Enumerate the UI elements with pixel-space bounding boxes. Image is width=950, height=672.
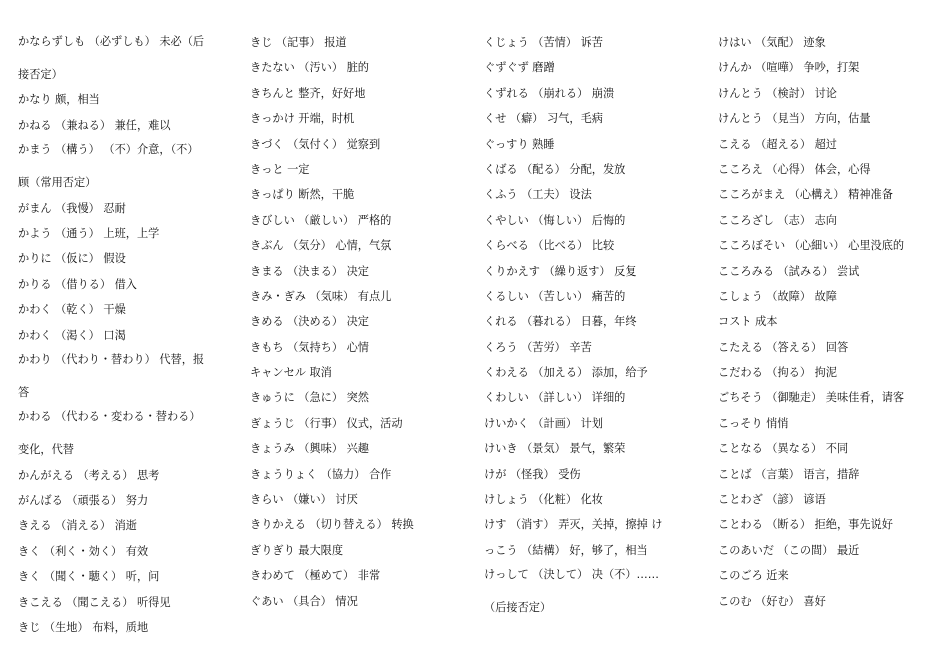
vocab-entry-line: こえる （超える） 超过 [718,137,837,151]
vocab-entry-line: くるしい （苦しい） 痛苦的 [484,289,626,303]
vocab-entry-line: こころえ （心得） 体会，心得 [718,162,871,176]
vocab-entry-line: きもち （気持ち） 心情 [250,340,369,354]
vocab-entry-line: きゅうに （急に） 突然 [250,391,369,405]
vocab-entry-line: こころがまえ （心構え） 精神准备 [718,188,893,202]
column-4 [718,30,944,614]
vocab-entry-line: くやしい （悔しい） 后悔的 [484,213,626,227]
vocab-entry-line: くずれる （崩れる） 崩溃 [484,86,615,100]
vocab-entry-line: かまう （構う） （不）介意，（不） [18,143,199,157]
vocab-entry-line: ことわる （断る） 拒绝，事先说好 [718,518,893,532]
vocab-entry-line: けっして （決して） 决（不）…… [484,568,659,582]
vocab-entry-line: くらべる （比べる） 比较 [484,239,615,253]
vocab-entry-line: このむ （好む） 喜好 [718,594,826,608]
vocab-entry-line: ことなる （異なる） 不同 [718,442,849,456]
vocab-entry-line: くじょう （苦情） 诉苦 [484,36,603,49]
vocab-entry-line: きちんと 整齐，好好地 [250,86,366,100]
vocab-entry-line: かわく （渇く） 口渴 [18,328,126,342]
vocab-entry-line: くりかえす （繰り返す） 反复 [484,264,637,278]
vocab-entry-line: 变化，代替 [18,443,74,457]
vocab-entry-line: きじ （生地） 布料，质地 [18,621,149,635]
vocab-entry-line: （后接否定） [484,601,552,615]
vocab-entry-line: けんか （喧嘩） 争吵，打架 [718,61,860,75]
vocab-entry-line: きじ （記事） 报道 [250,36,347,49]
vocab-entry-line: けんとう （見当） 方向，估量 [718,112,871,126]
vocab-entry-line: かわる （代わる・変わる・替わる） [18,410,201,424]
vocab-entry-line: ことば （言葉） 语言，措辞 [718,467,860,481]
vocab-entry-line: きみ・ぎみ （気味） 有点儿 [250,289,392,303]
vocab-entry-line: きっかけ 开端，时机 [250,112,355,126]
vocab-entry-line: ごちそう （御馳走） 美味佳肴，请客 [718,391,905,405]
vocab-entry-line: けしょう （化粧） 化妆 [484,493,603,507]
vocab-entry-line: かりる （借りる） 借入 [18,277,137,291]
vocab-entry-line: こたえる （答える） 回答 [718,340,849,354]
column-2 [250,30,472,614]
vocab-entry-line: きめる （決める） 决定 [250,315,369,329]
vocab-entry-line: きょうみ （興味） 兴趣 [250,442,369,456]
vocab-entry-line: こころざし （志） 志向 [718,213,837,227]
vocab-entry-line: ぎょうじ （行事） 仪式，活动 [250,416,403,430]
vocab-entry-line: かんがえる （考える） 思考 [18,468,160,482]
vocab-entry-line: かねる （兼ねる） 兼任，难以 [18,118,171,132]
vocab-entry-line: きりかえる （切り替える） 转换 [250,518,414,532]
vocab-entry-line: 接否定） [18,68,63,81]
vocab-entry-line: けんとう （検討） 讨论 [718,86,837,100]
vocab-entry-line: けす （消す） 弄灭，关掉，擦掉 け [484,518,663,532]
vocab-entry-line: ことわざ （諺） 谚语 [718,493,826,507]
vocab-entry-line: ぐっすり 熟睡 [484,137,555,151]
vocab-entry-line: かなり 颇，相当 [18,93,100,107]
vocab-entry-line: こっそり 悄悄 [718,416,789,430]
vocab-entry-line: こころぼそい （心細い） 心里没底的 [718,239,905,253]
vocab-entry-line: 答 [18,385,30,399]
vocab-entry-line: きっと 一定 [250,162,310,176]
vocab-entry-line: きく （聞く・聴く） 听，问 [18,570,160,584]
vocab-entry-line: こころみる （試みる） 尝试 [718,264,860,278]
vocab-entry-line: けいき （景気） 景气，繁荣 [484,442,626,456]
vocab-entry-line: きびしい （厳しい） 严格的 [250,213,392,227]
vocab-entry-line: くれる （暮れる） 日暮，年终 [484,315,637,329]
vocab-entry-line: かわく （乾く） 干燥 [18,303,126,317]
vocab-entry-line: けが （怪我） 受伤 [484,467,581,481]
vocab-entry-line: きえる （消える） 消逝 [18,519,137,533]
vocab-entry-line: きわめて （極めて） 非常 [250,569,381,583]
vocab-entry-line: くふう （工夫） 设法 [484,188,592,202]
vocab-entry-line: きらい （嫌い） 讨厌 [250,493,358,507]
vocab-entry-line: っこう （結構） 好，够了，相当 [484,543,648,557]
vocab-entry-line: きまる （決まる） 决定 [250,264,369,278]
vocab-entry-line: けはい （気配） 迹象 [718,36,826,49]
vocab-entry-line: このごろ 近来 [718,569,789,583]
vocab-entry-line: 顾（常用否定） [18,176,97,190]
vocab-entry-line: くろう （苦労） 辛苦 [484,340,592,354]
vocab-entry-line: きこえる （聞こえる） 听得见 [18,595,171,609]
vocab-entry-line: くばる （配る） 分配，发放 [484,162,626,176]
vocab-entry-line: けいかく （計画） 计划 [484,416,603,430]
column-3 [484,30,706,621]
vocab-entry-line: くわしい （詳しい） 详细的 [484,391,626,405]
vocab-entry-line: かりに （仮に） 假设 [18,252,126,266]
vocab-entry-line: このあいだ （この間） 最近 [718,543,860,557]
vocab-entry-line: ぐずぐず 磨蹭 [484,61,555,75]
vocab-entry-line: かならずしも （必ずしも） 未必（后 [18,35,205,48]
vocab-entry-line: ぐあい （具合） 情况 [250,594,358,608]
vocab-entry-line: キャンセル 取消 [250,366,332,380]
vocab-entry-line: きぶん （気分） 心情，气氛 [250,239,392,253]
vocab-entry-line: がまん （我慢） 忍耐 [18,201,126,215]
vocab-entry-line: きっぱり 断然，干脆 [250,188,355,202]
vocab-entry-line: ぎりぎり 最大限度 [250,543,344,557]
vocab-entry-line: かわり （代わり・替わり） 代替，报 [18,352,205,366]
vocab-entry-line: きたない （汚い） 脏的 [250,61,369,75]
vocab-entry-line: きょうりょく （協力） 合作 [250,467,392,481]
vocab-entry-line: かよう （通う） 上班，上学 [18,226,160,240]
vocab-entry-line: がんばる （頑張る） 努力 [18,494,149,508]
vocab-entry-line: くせ （癖） 习气，毛病 [484,112,603,126]
vocab-entry-line: こだわる （拘る） 拘泥 [718,366,837,380]
vocab-entry-line: くわえる （加える） 添加，给予 [484,366,648,380]
vocab-entry-line: きく （利く・効く） 有效 [18,544,149,558]
vocab-entry-line: きづく （気付く） 觉察到 [250,137,381,151]
vocab-entry-line: こしょう （故障） 故障 [718,289,837,303]
vocab-entry-line: コスト 成本 [718,315,778,329]
column-1 [18,30,240,640]
